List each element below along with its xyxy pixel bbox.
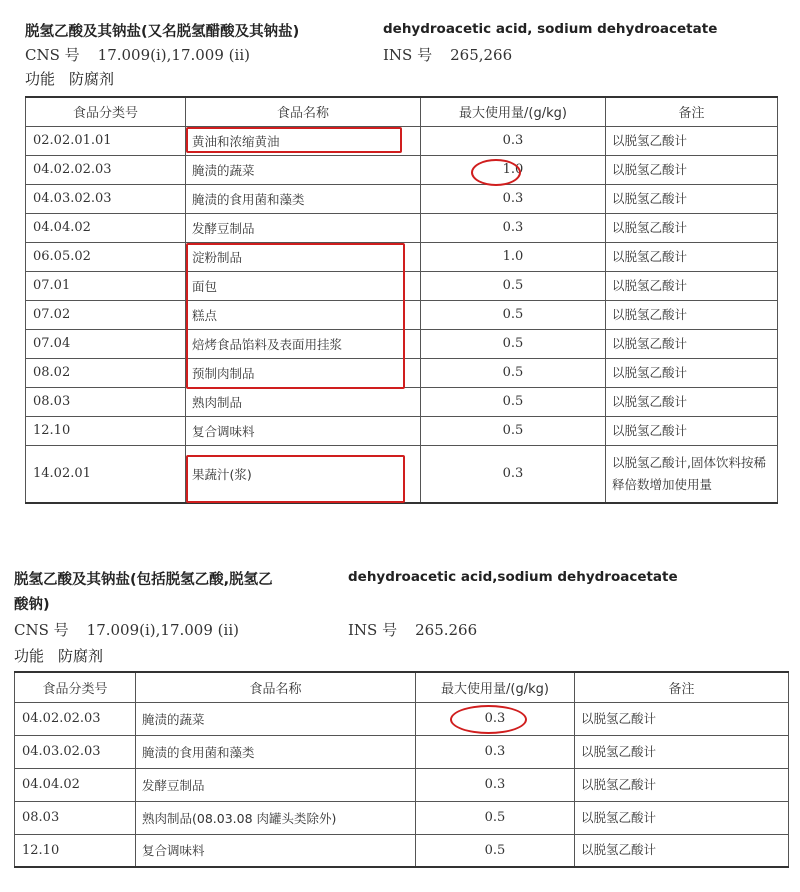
food-name: 熟肉制品 bbox=[186, 387, 421, 416]
header-remarks: 备注 bbox=[606, 97, 778, 126]
header-max-usage: 最大使用量/(g/kg) bbox=[416, 672, 575, 702]
header-max-usage: 最大使用量/(g/kg) bbox=[421, 97, 606, 126]
food-name: 熟肉制品(08.03.08 肉罐头类除外) bbox=[136, 801, 416, 834]
header-food-code: 食品分类号 bbox=[26, 97, 186, 126]
cns-value: 17.009(i),17.009 (ii) bbox=[97, 46, 250, 64]
food-code: 14.02.01 bbox=[26, 445, 186, 503]
food-code: 08.02 bbox=[26, 358, 186, 387]
food-code: 04.02.02.03 bbox=[26, 155, 186, 184]
remark: 以脱氢乙酸计,固体饮料按稀释倍数增加使用量 bbox=[606, 445, 778, 503]
remark: 以脱氢乙酸计 bbox=[575, 768, 789, 801]
max-usage: 1.0 bbox=[421, 155, 606, 184]
section1-title-en: dehydroacetic acid, sodium dehydroacetate bbox=[383, 21, 718, 37]
cns-label: CNS 号 bbox=[25, 46, 80, 64]
section2-table bbox=[14, 671, 789, 868]
header-remarks: 备注 bbox=[575, 672, 789, 702]
section1-title-zh: 脱氢乙酸及其钠盐(又名脱氢醋酸及其钠盐) bbox=[25, 24, 300, 40]
remark: 以脱氢乙酸计 bbox=[606, 358, 778, 387]
table-header-row bbox=[15, 672, 789, 702]
remark: 以脱氢乙酸计 bbox=[606, 184, 778, 213]
food-name: 腌渍的蔬菜 bbox=[136, 702, 416, 735]
section2-cns bbox=[14, 619, 239, 640]
table-row bbox=[15, 702, 789, 735]
remark: 以脱氢乙酸计 bbox=[606, 213, 778, 242]
max-usage: 0.5 bbox=[421, 300, 606, 329]
food-code: 08.03 bbox=[15, 801, 136, 834]
cns-value: 17.009(i),17.009 (ii) bbox=[86, 621, 239, 639]
food-name: 果蔬汁(浆) bbox=[186, 445, 421, 503]
remark: 以脱氢乙酸计 bbox=[606, 416, 778, 445]
section2-title-zh-line2: 酸钠) bbox=[14, 597, 50, 613]
remark: 以脱氢乙酸计 bbox=[606, 271, 778, 300]
function-value: 防腐剂 bbox=[58, 647, 104, 665]
food-code: 04.03.02.03 bbox=[26, 184, 186, 213]
food-name: 黄油和浓缩黄油 bbox=[186, 126, 421, 155]
food-name: 腌渍的蔬菜 bbox=[186, 155, 421, 184]
max-usage: 0.3 bbox=[421, 126, 606, 155]
table-row bbox=[26, 416, 778, 445]
function-label: 功能 bbox=[25, 70, 56, 88]
food-code: 07.02 bbox=[26, 300, 186, 329]
food-name: 糕点 bbox=[186, 300, 421, 329]
food-name: 复合调味料 bbox=[136, 834, 416, 867]
max-usage: 1.0 bbox=[421, 242, 606, 271]
max-usage: 0.3 bbox=[416, 702, 575, 735]
max-usage: 0.5 bbox=[421, 387, 606, 416]
section1-ins bbox=[383, 44, 512, 65]
food-name: 腌渍的食用菌和藻类 bbox=[186, 184, 421, 213]
food-code: 04.03.02.03 bbox=[15, 735, 136, 768]
remark: 以脱氢乙酸计 bbox=[606, 242, 778, 271]
remark: 以脱氢乙酸计 bbox=[606, 300, 778, 329]
ins-label: INS 号 bbox=[383, 46, 433, 64]
section2-title-en: dehydroacetic acid,sodium dehydroacetate bbox=[348, 569, 678, 585]
ins-label: INS 号 bbox=[348, 621, 398, 639]
table-row bbox=[26, 387, 778, 416]
remark: 以脱氢乙酸计 bbox=[606, 155, 778, 184]
food-code: 04.02.02.03 bbox=[15, 702, 136, 735]
food-code: 04.04.02 bbox=[26, 213, 186, 242]
food-code: 07.04 bbox=[26, 329, 186, 358]
remark: 以脱氢乙酸计 bbox=[575, 702, 789, 735]
header-food-name: 食品名称 bbox=[186, 97, 421, 126]
table-row bbox=[26, 126, 778, 155]
remark: 以脱氢乙酸计 bbox=[606, 329, 778, 358]
table-row bbox=[15, 801, 789, 834]
max-usage: 0.3 bbox=[421, 445, 606, 503]
food-code: 07.01 bbox=[26, 271, 186, 300]
food-code: 12.10 bbox=[26, 416, 186, 445]
max-usage: 0.3 bbox=[421, 213, 606, 242]
table-row bbox=[26, 184, 778, 213]
remark: 以脱氢乙酸计 bbox=[575, 735, 789, 768]
food-name: 发酵豆制品 bbox=[136, 768, 416, 801]
section2-title-zh-line1: 脱氢乙酸及其钠盐(包括脱氢乙酸,脱氢乙 bbox=[14, 572, 273, 588]
cns-label: CNS 号 bbox=[14, 621, 69, 639]
max-usage: 0.5 bbox=[421, 329, 606, 358]
table-row bbox=[26, 300, 778, 329]
food-name: 预制肉制品 bbox=[186, 358, 421, 387]
ins-value: 265,266 bbox=[450, 46, 513, 64]
table-row bbox=[15, 834, 789, 867]
max-usage: 0.3 bbox=[416, 735, 575, 768]
table-row bbox=[15, 735, 789, 768]
max-usage: 0.5 bbox=[416, 801, 575, 834]
function-label: 功能 bbox=[14, 647, 45, 665]
section1-table bbox=[25, 96, 778, 504]
max-usage: 0.3 bbox=[416, 768, 575, 801]
table-row bbox=[15, 768, 789, 801]
table-row bbox=[26, 213, 778, 242]
table-row bbox=[26, 271, 778, 300]
table-row bbox=[26, 358, 778, 387]
max-usage: 0.5 bbox=[421, 271, 606, 300]
max-usage: 0.5 bbox=[421, 358, 606, 387]
remark: 以脱氢乙酸计 bbox=[575, 801, 789, 834]
table-row bbox=[26, 329, 778, 358]
section2-function bbox=[14, 645, 103, 666]
food-name: 焙烤食品馅料及表面用挂浆 bbox=[186, 329, 421, 358]
header-food-code: 食品分类号 bbox=[15, 672, 136, 702]
food-name: 腌渍的食用菌和藻类 bbox=[136, 735, 416, 768]
table-row bbox=[26, 155, 778, 184]
food-name: 发酵豆制品 bbox=[186, 213, 421, 242]
food-code: 12.10 bbox=[15, 834, 136, 867]
food-code: 02.02.01.01 bbox=[26, 126, 186, 155]
food-name: 面包 bbox=[186, 271, 421, 300]
food-name: 淀粉制品 bbox=[186, 242, 421, 271]
ins-value: 265.266 bbox=[415, 621, 478, 639]
remark: 以脱氢乙酸计 bbox=[575, 834, 789, 867]
table-row bbox=[26, 242, 778, 271]
table-header-row bbox=[26, 97, 778, 126]
food-name: 复合调味料 bbox=[186, 416, 421, 445]
function-value: 防腐剂 bbox=[69, 70, 115, 88]
food-code: 08.03 bbox=[26, 387, 186, 416]
max-usage: 0.5 bbox=[421, 416, 606, 445]
max-usage: 0.3 bbox=[421, 184, 606, 213]
section1-cns bbox=[25, 44, 250, 65]
food-code: 04.04.02 bbox=[15, 768, 136, 801]
remark: 以脱氢乙酸计 bbox=[606, 387, 778, 416]
food-code: 06.05.02 bbox=[26, 242, 186, 271]
header-food-name: 食品名称 bbox=[136, 672, 416, 702]
section1-function bbox=[25, 68, 114, 89]
max-usage: 0.5 bbox=[416, 834, 575, 867]
section2-ins bbox=[348, 619, 477, 640]
remark: 以脱氢乙酸计 bbox=[606, 126, 778, 155]
table-row bbox=[26, 445, 778, 503]
